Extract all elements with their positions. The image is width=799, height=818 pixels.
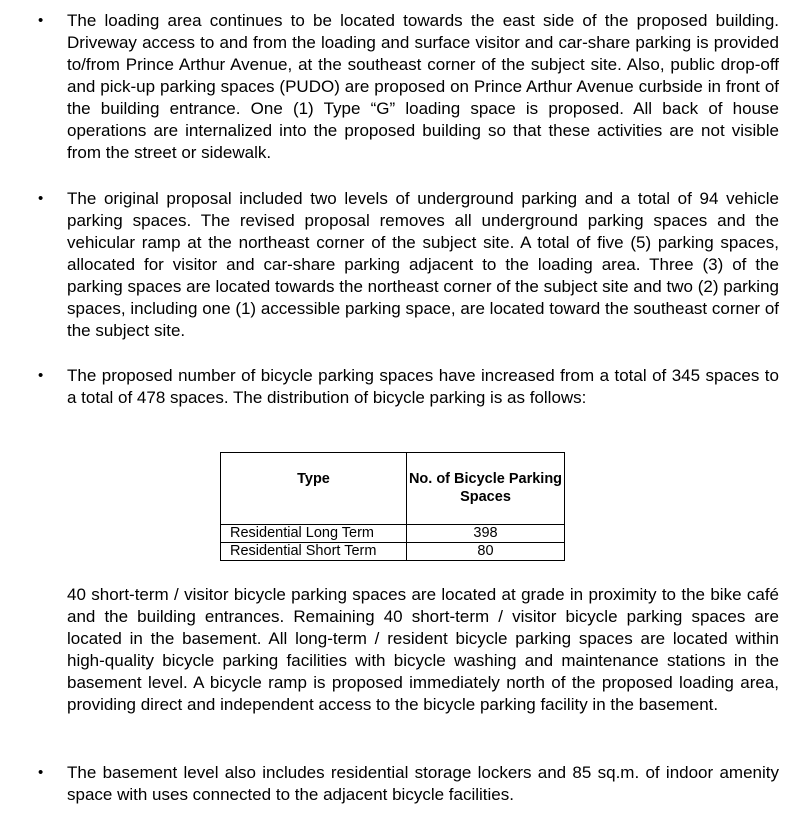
bullet-marker: • [38, 367, 44, 384]
paragraph-basement-amenity: The basement level also includes residential storage lockers and 85 sq.m. of indoor amenity space with uses connected to the adjacent bicycle facilities. [67, 763, 779, 804]
paragraph-bicycle-parking: The proposed number of bicycle parking spaces have increased from a total of 345 spaces to a total of 478 spaces. The distribution of bicycle parking is as follows: [67, 366, 779, 407]
bullet-marker: • [38, 190, 44, 207]
table-cell-count: 80 [407, 543, 565, 561]
table-cell-type: Residential Long Term [221, 525, 407, 543]
column-header-type: Type [221, 453, 407, 525]
bullet-marker: • [38, 764, 44, 781]
table-header-row [221, 453, 565, 525]
paragraph-bicycle-details: 40 short-term / visitor bicycle parking spaces are located at grade in proximity to the bike café and the building entrances. Remaining 40 short-term / visitor bicycle parking spaces are located in the basement. All long-term / resident bicycle parking spaces are located within high-quality bicycle parking facilities with bicycle washing and maintenance stations in the basement level. A bicycle ramp is proposed immediately north of the proposed loading area, providing direct and independent access to the bicycle parking facility in the basement. [67, 585, 779, 714]
paragraph-loading-area: The loading area continues to be located towards the east side of the proposed building. Driveway access to and from the loading and surface visitor and car-share parking is provided to/from Prince Arthur Avenue, at the southeast corner of the subject site. Also, public drop-off and pick-up parking spaces (PUDO) are proposed on Prince Arthur Avenue curbside in front of the building entrance. One (1) Type “G” loading space is proposed. All back of house operations are internalized into the proposed building so that these activities are not visible from the street or sidewalk. [67, 11, 779, 162]
bicycle-parking-table [220, 452, 565, 561]
column-header-spaces: No. of Bicycle Parking Spaces [407, 453, 565, 525]
paragraph-vehicle-parking: The original proposal included two levels of underground parking and a total of 94 vehicle parking spaces. The revised proposal removes all underground parking spaces and the vehicular ramp at the northeast corner of the subject site. A total of five (5) parking spaces, allocated for visitor and car-share parking adjacent to the loading area. Three (3) of the parking spaces are located towards the northeast corner of the subject site and two (2) parking spaces, including one (1) accessible parking space, are located toward the southeast corner of the subject site. [67, 189, 779, 340]
table-row [221, 525, 565, 543]
table-row [221, 543, 565, 561]
table-cell-type: Residential Short Term [221, 543, 407, 561]
table-cell-count: 398 [407, 525, 565, 543]
bullet-marker: • [38, 12, 44, 29]
